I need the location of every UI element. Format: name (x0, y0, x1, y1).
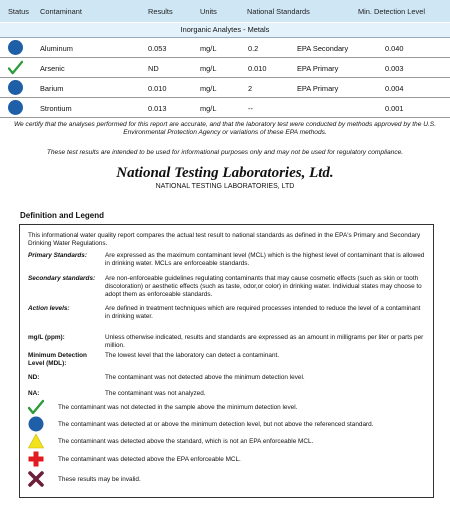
row-result: 0.053 (148, 44, 167, 53)
row-mdl: 0.040 (385, 44, 404, 53)
term-mdl: Minimum Detection Level (MDL): (28, 352, 87, 367)
header-min-detection-level: Min. Detection Level (358, 7, 425, 16)
term-action-levels-desc: Are defined in treatment techniques which are required processes intended to reduce the level of a contaminant in drinking water. (105, 305, 421, 320)
yellow-triangle-icon (28, 433, 44, 449)
row-units: mg/L (200, 104, 217, 113)
row-standard-type: EPA Secondary (297, 44, 349, 53)
term-primary-standards: Primary Standards: (28, 252, 87, 259)
definitions-intro: This informational water quality report compares the actual test result to national standards as defined in the EPA's Primary and Secondary Drinking Water Regulations. (28, 232, 421, 247)
row-standard-value: -- (248, 104, 253, 113)
row-contaminant: Strontium (40, 104, 72, 113)
term-secondary-standards-desc: Are non-enforceable guidelines regulating contaminants that may cause cosmetic effects (such as skin or tooth discoloration) or aesthetic effects (such as taste, odor,or color) in drinking water. Individual states may choose to adopt them as enforceable standards. (105, 275, 422, 298)
green-check-icon (28, 399, 44, 415)
header-contaminant: Contaminant (40, 7, 82, 16)
row-units: mg/L (200, 44, 217, 53)
row-mdl: 0.003 (385, 64, 404, 73)
row-standard-type: EPA Primary (297, 84, 339, 93)
term-secondary-standards: Secondary standards: (28, 275, 96, 282)
green-check-icon (8, 60, 23, 75)
legend-triangle-desc: The contaminant was detected above the standard, which is not an EPA enforceable MCL. (58, 438, 314, 445)
table-row (0, 78, 450, 98)
header-units: Units (200, 7, 217, 16)
header-results: Results (148, 7, 173, 16)
row-standard-type: EPA Primary (297, 64, 339, 73)
row-contaminant: Barium (40, 84, 64, 93)
term-primary-standards-desc: Are expressed as the maximum contaminant level (MCL) which is the highest level of contaminant that is allowed in drinking water. MCLs are enforceable standards. (105, 252, 425, 267)
row-contaminant: Arsenic (40, 64, 65, 73)
header-national-standards: National Standards (247, 7, 310, 16)
row-mdl: 0.001 (385, 104, 404, 113)
row-mdl: 0.004 (385, 84, 404, 93)
legend-dot-desc: The contaminant was detected at or above the minimum detection level, but not above the referenced standard. (58, 421, 374, 428)
row-standard-value: 0.010 (248, 64, 267, 73)
term-nd-desc: The contaminant was not detected above the minimum detection level. (105, 374, 305, 381)
row-result: 0.010 (148, 84, 167, 93)
certification-text: We certify that the analyses performed for this report are accurate, and that the laboratory test were conducted by methods approved by the U.S. Environmental Protection Agency or variations of these EPA methods. (13, 121, 437, 136)
table-row (0, 98, 450, 118)
term-na-desc: The contaminant was not analyzed. (105, 390, 206, 397)
lab-name-subheading: NATIONAL TESTING LABORATORIES, LTD (155, 183, 295, 190)
row-result: ND (148, 64, 159, 73)
legend-x-desc: These results may be invalid. (58, 476, 141, 483)
legend-check-desc: The contaminant was not detected in the sample above the minimum detection level. (58, 404, 298, 411)
red-cross-icon (28, 451, 44, 467)
row-contaminant: Aluminum (40, 44, 73, 53)
lab-name-heading: National Testing Laboratories, Ltd. (116, 165, 334, 181)
header-status: Status (8, 7, 29, 16)
intended-use-text: These test results are intended to be used for informational purposes only and may not be used for regulatory compliance. (46, 149, 404, 156)
row-result: 0.013 (148, 104, 167, 113)
blue-dot-icon (28, 416, 44, 432)
purple-x-icon (28, 471, 44, 487)
definitions-title: Definition and Legend (20, 211, 104, 220)
row-standard-value: 0.2 (248, 44, 259, 53)
table-row (0, 38, 450, 58)
term-nd: ND: (28, 374, 40, 381)
term-action-levels: Action levels: (28, 305, 70, 312)
blue-dot-icon (8, 100, 23, 115)
section-title: Inorganic Analytes - Metals (0, 23, 450, 38)
table-header (0, 0, 450, 22)
blue-dot-icon (8, 80, 23, 95)
term-mgl-desc: Unless otherwise indicated, results and standards are expressed as an amount in milligrams per liter or parts per million. (105, 334, 424, 349)
row-units: mg/L (200, 64, 217, 73)
row-units: mg/L (200, 84, 217, 93)
term-mdl-desc: The lowest level that the laboratory can detect a contaminant. (105, 352, 280, 359)
term-mgl: mg/L (ppm): (28, 334, 65, 341)
blue-dot-icon (8, 40, 23, 55)
legend-cross-desc: The contaminant was detected above the EPA enforceable MCL. (58, 456, 241, 463)
row-standard-value: 2 (248, 84, 253, 93)
term-na: NA: (28, 390, 40, 397)
table-row (0, 58, 450, 78)
